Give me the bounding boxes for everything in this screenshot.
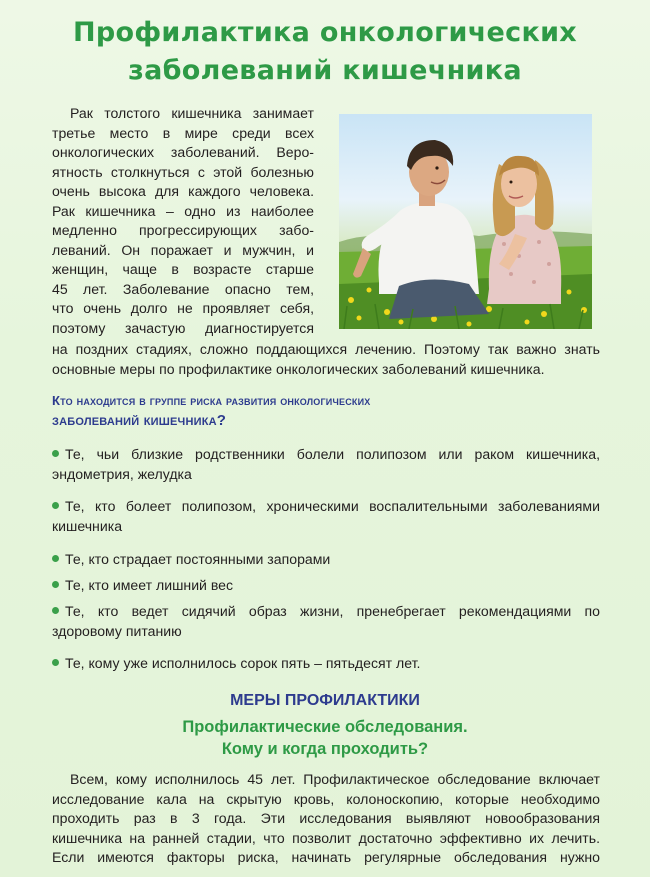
screening-line: Всем, кому исполнилось 45 лет. Профилактическое обследование включает <box>70 771 600 787</box>
intro-line: Рак кишечника – одно из наиболее <box>52 202 314 219</box>
bullet-dot-icon <box>52 502 59 509</box>
intro-line: 45 лет. Заболевание опасно тем, <box>52 280 314 297</box>
screening-subheading <box>0 716 650 760</box>
risk-item-text: Те, кто страдает постоянными запорами <box>65 551 331 567</box>
page-title-line-1: Профилактика онкологических <box>72 17 578 48</box>
risk-item-text: эндометрия, желудка <box>52 466 192 482</box>
screening-line: кишечника на ранней стадии, что позволит достаточно эффективно их лечить. <box>52 829 600 846</box>
risk-item-text: Те, кому уже исполнилось сорок пять – пятьдесят лет. <box>65 655 421 671</box>
intro-continuation <box>52 340 600 379</box>
intro-line: Рак толстого кишечника занимает <box>70 105 314 121</box>
intro-line: на поздних стадиях, сложно поддающихся лечению. Поэтому так важно знать <box>52 341 600 357</box>
page-title <box>0 14 650 90</box>
prevention-heading: МЕРЫ ПРОФИЛАКТИКИ <box>230 692 420 709</box>
risk-item-text: Те, чьи близкие родственники болели полипозом или раком кишечника, <box>65 446 600 462</box>
screening-subheading-line-1: Профилактические обследования. <box>182 718 468 736</box>
risk-list-item <box>52 601 600 641</box>
screening-line: Если имеются факторы риска, начинать регулярные обследования нужно <box>52 849 600 865</box>
risk-item-text: Те, кто ведет сидячий образ жизни, пренебрегает рекомендациями по <box>65 603 600 619</box>
screening-line: проходить раз в 3 года. Эти исследования выявляют новообразования <box>52 810 600 826</box>
screening-subheading-line-2: Кому и когда проходить? <box>221 740 429 758</box>
intro-line: что очень долго не проявляет себя, <box>52 300 314 316</box>
intro-line: женщин, чаще в возрасте старше <box>52 261 314 277</box>
screening-line: исследование кала на скрытую кровь, колоноскопию, которые необходимо <box>52 790 600 807</box>
risk-heading-line-1: Кто находится в группе риска развития онкологических <box>52 393 371 408</box>
intro-line: медленно прогрессирующих забо- <box>52 222 314 238</box>
risk-list-item <box>52 444 600 484</box>
intro-line: третье место в мире среди всех <box>52 124 314 141</box>
risk-item-text: кишечника <box>52 518 123 534</box>
risk-item-text: Те, кто имеет лишний вес <box>65 577 234 593</box>
risk-list-item <box>52 575 600 595</box>
bullet-dot-icon <box>52 607 59 614</box>
page-title-line-2: заболеваний кишечника <box>128 55 522 86</box>
bullet-dot-icon <box>52 555 59 562</box>
bullet-dot-icon <box>52 659 59 666</box>
risk-group-heading <box>52 391 612 431</box>
screening-paragraph <box>52 770 600 868</box>
bullet-dot-icon <box>52 450 59 457</box>
intro-line: ятность столкнуться с этой болезнью <box>52 163 314 180</box>
intro-line: поэтому зачастую диагностируется <box>52 319 314 336</box>
risk-list-item <box>52 653 600 673</box>
risk-heading-line-2: заболеваний кишечника? <box>52 412 227 429</box>
intro-line: онкологических заболеваний. Веро- <box>52 144 314 160</box>
risk-item-text: Те, кто болеет полипозом, хроническими воспалительными заболеваниями <box>65 498 600 514</box>
intro-line: очень высока для каждого человека. <box>52 183 314 199</box>
intro-line: леваний. Он поражает и мужчин, и <box>52 241 314 258</box>
couple-photo <box>339 114 592 329</box>
intro-line: основные меры по профилактике онкологических заболеваний кишечника. <box>52 360 545 377</box>
risk-item-text: здоровому питанию <box>52 623 182 639</box>
risk-list-item <box>52 549 600 569</box>
intro-paragraph <box>52 104 314 338</box>
bullet-dot-icon <box>52 581 59 588</box>
risk-list-item <box>52 496 600 536</box>
